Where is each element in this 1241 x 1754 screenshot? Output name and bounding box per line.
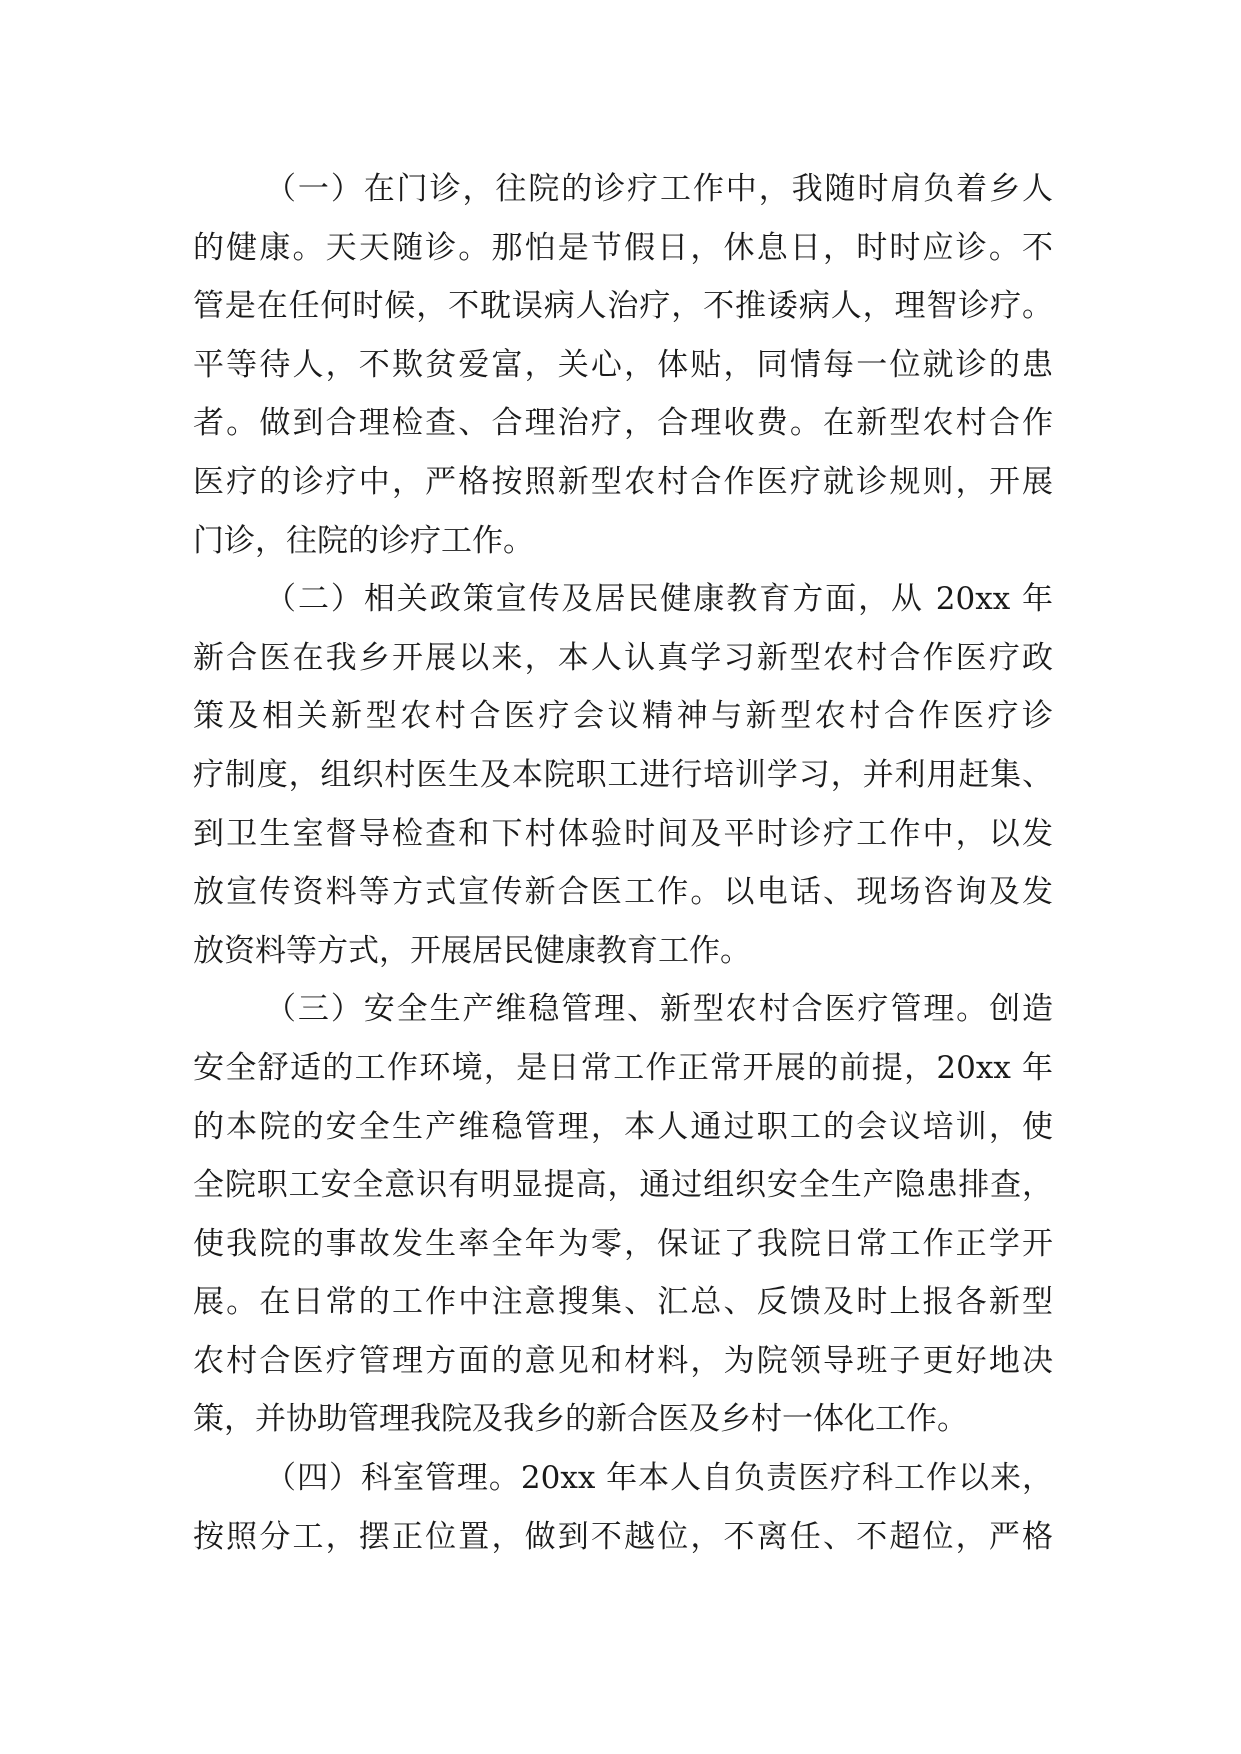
paragraph-line: 展。在日常的工作中注意搜集、汇总、反馈及时上报各新型 bbox=[193, 1284, 1053, 1321]
paragraph-line: 的本院的安全生产维稳管理，本人通过职工的会议培训，使 bbox=[193, 1108, 1053, 1145]
paragraph-line: 的健康。天天随诊。那怕是节假日，休息日，时时应诊。不 bbox=[193, 229, 1053, 266]
paragraph-line: 使我院的事故发生率全年为零，保证了我院日常工作正学开 bbox=[193, 1225, 1053, 1262]
paragraph-line: 策及相关新型农村合医疗会议精神与新型农村合作医疗诊 bbox=[193, 698, 1053, 735]
document-body bbox=[193, 160, 1053, 1566]
paragraph-line: 平等待人，不欺贫爱富，关心，体贴，同情每一位就诊的患 bbox=[193, 346, 1053, 383]
paragraph-line: 按照分工，摆正位置，做到不越位，不离任、不超位，严格 bbox=[193, 1518, 1053, 1555]
paragraph-line: （四）科室管理。20xx 年本人自负责医疗科工作以来， bbox=[265, 1460, 1053, 1497]
paragraph-line: 管是在任何时候，不耽误病人治疗，不推诿病人，理智诊疗。 bbox=[193, 288, 1053, 325]
paragraph-line: 全院职工安全意识有明显提高，通过组织安全生产隐患排查， bbox=[193, 1167, 1053, 1204]
paragraph-policy-education bbox=[193, 570, 1053, 980]
paragraph-line: 疗制度，组织村医生及本院职工进行培训学习，并利用赶集、 bbox=[193, 756, 1053, 793]
paragraph-line: （三）安全生产维稳管理、新型农村合医疗管理。创造 bbox=[265, 991, 1053, 1028]
paragraph-line: （二）相关政策宣传及居民健康教育方面，从 20xx 年 bbox=[265, 581, 1053, 618]
paragraph-line: （一）在门诊，往院的诊疗工作中，我随时肩负着乡人 bbox=[265, 171, 1053, 207]
paragraph-line: 策，并协助管理我院及我乡的新合医及乡村一体化工作。 bbox=[193, 1401, 968, 1438]
paragraph-line: 者。做到合理检查、合理治疗，合理收费。在新型农村合作 bbox=[193, 405, 1053, 442]
paragraph-line: 放宣传资料等方式宣传新合医工作。以电话、现场咨询及发 bbox=[193, 874, 1053, 911]
paragraph-line: 门诊，往院的诊疗工作。 bbox=[193, 522, 534, 559]
paragraph-line: 农村合医疗管理方面的意见和材料，为院领导班子更好地决 bbox=[193, 1342, 1053, 1379]
paragraph-line: 医疗的诊疗中，严格按照新型农村合作医疗就诊规则，开展 bbox=[193, 463, 1053, 500]
paragraph-line: 新合医在我乡开展以来，本人认真学习新型农村合作医疗政 bbox=[193, 639, 1053, 676]
paragraph-line: 到卫生室督导检查和下村体验时间及平时诊疗工作中，以发 bbox=[193, 815, 1053, 852]
paragraph-department-management bbox=[193, 1449, 1053, 1566]
paragraph-line: 安全舒适的工作环境，是日常工作正常开展的前提，20xx 年 bbox=[193, 1049, 1053, 1086]
paragraph-safety-management bbox=[193, 980, 1053, 1449]
paragraph-outpatient bbox=[193, 160, 1053, 570]
paragraph-line: 放资料等方式，开展居民健康教育工作。 bbox=[193, 932, 751, 969]
